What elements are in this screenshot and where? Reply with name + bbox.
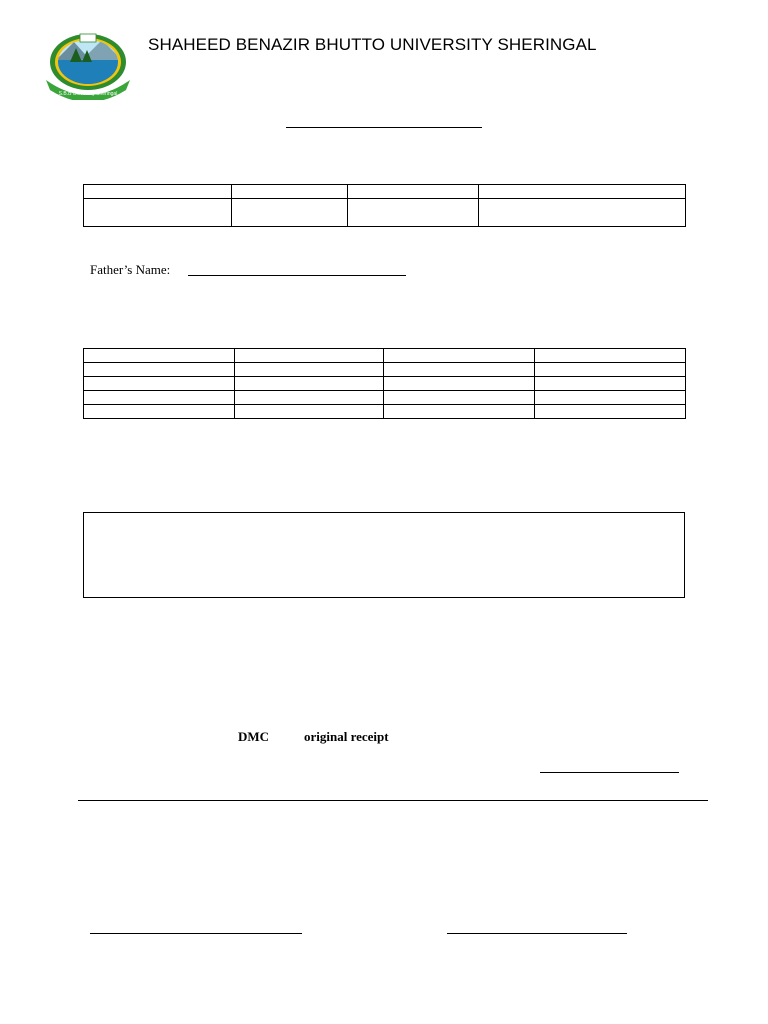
table-cell[interactable]	[384, 363, 535, 377]
table-cell[interactable]	[84, 199, 232, 227]
table-cell[interactable]	[232, 199, 348, 227]
table-row	[84, 391, 686, 405]
table-cell[interactable]	[84, 363, 235, 377]
table-row	[84, 377, 686, 391]
table-cell[interactable]	[84, 405, 235, 419]
table-cell[interactable]	[535, 391, 686, 405]
table-cell[interactable]	[535, 377, 686, 391]
dmc-label: DMC	[238, 729, 270, 744]
table-cell[interactable]	[84, 391, 235, 405]
father-name-label: Father’s Name:	[90, 262, 171, 277]
table-cell[interactable]	[535, 363, 686, 377]
courses-table	[83, 348, 686, 419]
table-cell	[84, 185, 232, 199]
student-info-table	[83, 184, 686, 227]
table-cell[interactable]	[479, 199, 686, 227]
table-row	[84, 363, 686, 377]
section-divider	[78, 800, 708, 801]
form-title-line	[286, 127, 482, 128]
table-header-row	[84, 185, 686, 199]
remarks-box[interactable]	[83, 512, 685, 598]
signature-line[interactable]	[540, 772, 679, 773]
table-cell	[235, 349, 384, 363]
table-cell[interactable]	[384, 377, 535, 391]
table-cell	[479, 185, 686, 199]
table-header-row	[84, 349, 686, 363]
university-logo	[40, 32, 136, 100]
father-name-field[interactable]	[188, 275, 406, 276]
table-cell[interactable]	[235, 377, 384, 391]
table-cell	[384, 349, 535, 363]
table-cell	[348, 185, 479, 199]
logo-text: S.B.B University Sheringal	[58, 91, 118, 97]
original-receipt-label: original receipt	[304, 729, 389, 744]
table-row	[84, 199, 686, 227]
signature-line-left[interactable]	[90, 933, 302, 934]
table-cell[interactable]	[384, 391, 535, 405]
table-row	[84, 405, 686, 419]
table-cell[interactable]	[235, 391, 384, 405]
signature-line-right[interactable]	[447, 933, 627, 934]
table-cell	[535, 349, 686, 363]
table-cell[interactable]	[348, 199, 479, 227]
table-cell[interactable]	[235, 363, 384, 377]
table-cell[interactable]	[235, 405, 384, 419]
table-cell[interactable]	[535, 405, 686, 419]
table-cell	[232, 185, 348, 199]
table-cell[interactable]	[384, 405, 535, 419]
table-cell[interactable]	[84, 377, 235, 391]
table-cell	[84, 349, 235, 363]
university-name: SHAHEED BENAZIR BHUTTO UNIVERSITY SHERINGAL	[148, 35, 597, 54]
